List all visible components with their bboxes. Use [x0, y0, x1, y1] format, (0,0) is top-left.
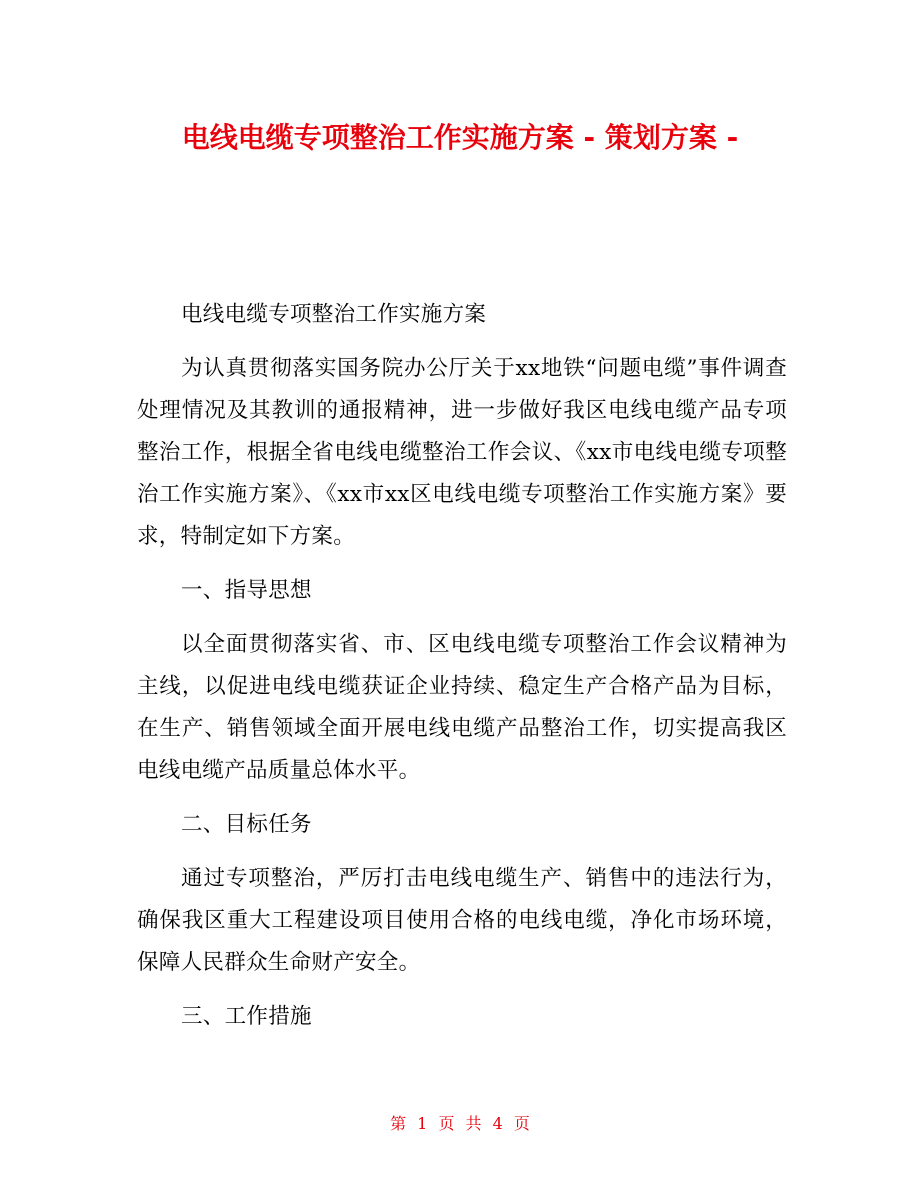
page-number-footer: 第 1 页 共 4 页 — [390, 1114, 530, 1133]
guiding-ideology-paragraph: 以全面贯彻落实省、市、区电线电缆专项整治工作会议精神为主线，以促进电线电缆获证企业持续、稳定生产合格产品为目标，在生产、销售领域全面开展电线电缆产品整治工作，切实提高我区电线电缆产品质量总体水平。 — [137, 632, 787, 783]
section-heading-guiding-ideology: 一、指导思想 — [181, 578, 312, 603]
body-subtitle: 电线电缆专项整治工作实施方案 — [181, 302, 487, 327]
section-heading-goals: 二、目标任务 — [181, 812, 312, 837]
document-title: 电线电缆专项整治工作实施方案 - 策划方案 - — [181, 121, 739, 154]
intro-paragraph: 为认真贯彻落实国务院办公厅关于xx地铁“问题电缆”事件调查处理情况及其教训的通报精神，进一步做好我区电线电缆产品专项整治工作，根据全省电线电缆整治工作会议、《xx市电线电缆专项整治工作实施方案》、《xx市xx区电线电缆专项整治工作实施方案》要求，特制定如下方案。 — [137, 356, 787, 549]
document-body — [137, 294, 787, 1050]
section-heading-measures: 三、工作措施 — [181, 1004, 312, 1029]
goals-paragraph: 通过专项整治，严厉打击电线电缆生产、销售中的违法行为，确保我区重大工程建设项目使用合格的电线电缆，净化市场环境，保障人民群众生命财产安全。 — [137, 866, 787, 975]
